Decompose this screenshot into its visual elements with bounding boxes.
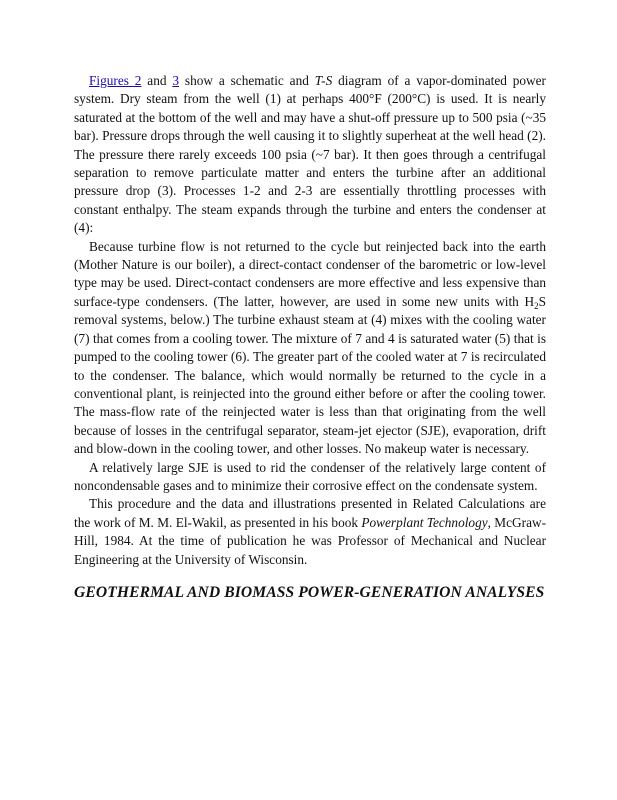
document-page (74, 72, 546, 603)
book-title: Powerplant Technology (361, 514, 488, 530)
paragraph-vapor-dominated-system (74, 72, 546, 238)
h2s-subscript: 2 (534, 300, 539, 311)
paragraph1-text-b: show a schematic and (179, 73, 315, 88)
figure-3-link[interactable]: 3 (172, 73, 180, 88)
paragraph2-text-b: S removal systems, below.) The turbine exhaust steam at (4) mixes with the cooling water (7) that comes from a cooling tower. The mixture of 7 and 4 is saturated water (5) that is pumped to the cooling tower (6). The greater part of the cooled water at 7 is recirculated to the condenser. The balance, which would normally be returned to the cycle in a conventional plant, is reinjected into the ground either before or after the cooling tower. The mass-flow rate of the reinjected water is less than that originating from the well because of losses in the centrifugal separator, steam-jet ejector (SJE), evaporation, drift and blow-down in the cooling tower, and other losses. No makeup water is necessary. (74, 293, 546, 457)
paragraph4-text-a: This procedure and the data and illustrations presented in Related Calculations are the work of M. M. El-Wakil, as presented in his book (74, 496, 546, 530)
figure-2-link[interactable]: Figures 2 (89, 73, 142, 88)
paragraph1-text-c: diagram of a vapor-dominated power system. Dry steam from the well (1) at perhaps 400°F (200°C) is used. It is nearly saturated at the bottom of the well and may have a shut-off pressure up to 500 psia (~35 bar). Pressure drops through the well causing it to slightly superheat at the well head (2). The pressure there rarely exceeds 100 psia (~7 bar). It then goes through a centrifugal separation to remove particulate matter and enters the turbine after an additional pressure drop (3). Processes 1-2 and 2-3 are essentially throttling processes with constant enthalpy. The steam expands through the turbine and enters the condenser at (4): (74, 73, 546, 236)
paragraph-sje (74, 459, 546, 496)
paragraph1-text-a: and (141, 73, 173, 88)
paragraph4-text-b: , McGraw-Hill, 1984. At the time of publication he was Professor of Mechanical and Nuclear Engineering at the University of Wisconsin. (74, 514, 546, 567)
section-heading: GEOTHERMAL AND BIOMASS POWER-GENERATION ANALYSES (74, 583, 545, 601)
paragraph2-text-a: Because turbine flow is not returned to the cycle but reinjected back into the earth (Mother Nature is our boiler), a direct-contact condenser of the barometric or low-level type may be used. Direct-contact condensers are more effective and less expensive than surface-type condensers. (The latter, however, are used in some new units with H (74, 238, 546, 309)
paragraph3-text: A relatively large SJE is used to rid the condenser of the relatively large content of noncondensable gases and to minimize their corrosive effect on the condensate system. (74, 459, 546, 493)
ts-diagram-label: T-S (314, 73, 333, 88)
paragraph-attribution (74, 495, 546, 569)
paragraph-condenser-description (74, 238, 546, 459)
